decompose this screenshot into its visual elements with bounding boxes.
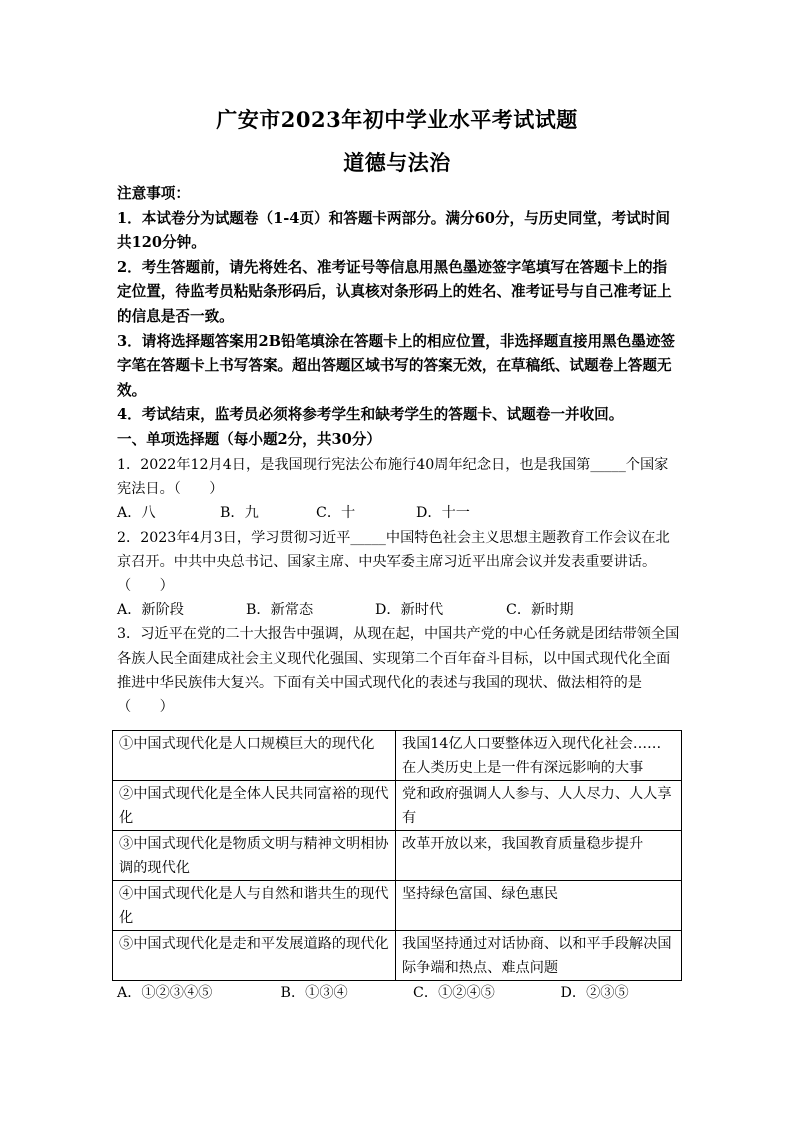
table-cell: ②中国式现代化是全体人民共同富裕的现代化 xyxy=(113,781,396,831)
table-row xyxy=(113,731,682,781)
notes-section xyxy=(117,182,679,453)
q3-option-a: A．①②③④⑤ xyxy=(117,985,213,1001)
exam-subject: 道德与法治 xyxy=(343,150,451,175)
table-cell: ①中国式现代化是人口规模巨大的现代化 xyxy=(113,731,396,781)
note-item-4: 4．考试结束，监考员必须将参考学生和缺考学生的答题卡、试题卷一并收回。 xyxy=(117,406,624,424)
q2-option-d: D．新时代 xyxy=(375,602,444,619)
table-cell: ⑤中国式现代化是走和平发展道路的现代化 xyxy=(113,931,396,981)
note-item-3: 3．请将选择题答案用2B铅笔填涂在答题卡上的相应位置，非选择题直接用黑色墨迹签字笔在答题卡上书写答案。超出答题区域书写的答案无效，在草稿纸、试题卷上答题无效。 xyxy=(117,332,676,399)
q2-option-c: C．新时期 xyxy=(506,602,574,619)
table-cell: 我国坚持通过对话协商、以和平手段解决国际争端和热点、难点问题 xyxy=(396,931,682,981)
table-row xyxy=(113,831,682,881)
table-cell: 改革开放以来，我国教育质量稳步提升 xyxy=(396,831,682,881)
table-row xyxy=(113,881,682,931)
q1-option-d: D．十一 xyxy=(416,505,470,522)
exam-title: 广安市2023年初中学业水平考试试题 xyxy=(216,107,578,132)
q3-option-d: D．②③⑤ xyxy=(560,985,629,1001)
table-row xyxy=(113,781,682,831)
table-cell: 党和政府强调人人参与、人人尽力、人人享有 xyxy=(396,781,682,831)
q1-stem: 1．2022年12月4日，是我国现行宪法公布施行40周年纪念日，也是我国第_____个国家宪法日。（ ） xyxy=(117,457,669,498)
note-item-1: 1．本试卷分为试题卷（1-4页）和答题卡两部分。满分60分，与历史同堂，考试时间共120分钟。 xyxy=(117,209,671,252)
table-row xyxy=(113,931,682,981)
q3-table xyxy=(112,730,682,981)
section-heading: 一、单项选择题（每小题2分，共30分） xyxy=(117,430,381,448)
q3-option-c: C．①②④⑤ xyxy=(413,985,495,1001)
q2-options xyxy=(117,598,682,622)
q3-options xyxy=(117,981,682,1005)
notes-heading: 注意事项： xyxy=(117,185,190,202)
table-cell: ④中国式现代化是人与自然和谐共生的现代化 xyxy=(113,881,396,931)
q1-option-a: A．八 xyxy=(117,505,156,522)
q2-option-b: B．新常态 xyxy=(246,602,314,619)
note-item-2: 2．考生答题前，请先将姓名、准考证号等信息用黑色墨迹签字笔填写在答题卡上的指定位置，待监考员粘贴条形码后，认真核对条形码上的姓名、准考证号与自己准考证上的信息是否一致。 xyxy=(117,258,672,325)
q1-options xyxy=(117,501,682,525)
q3-option-b: B．①③④ xyxy=(280,985,348,1001)
table-cell: 我国14亿人口要整体迈入现代化社会……在人类历史上是一件有深远影响的大事 xyxy=(396,731,682,781)
q3-paren: （ ） xyxy=(117,699,174,716)
q2-stem: 2．2023年4月3日，学习贯彻习近平_____中国特色社会主义思想主题教育工作会议在北京召开。中共中央总书记、国家主席、中央军委主席习近平出席会议并发表重要讲话。（ ） xyxy=(117,529,670,595)
questions-section xyxy=(117,453,682,719)
q1-option-b: B．九 xyxy=(220,505,259,522)
q2-option-a: A．新阶段 xyxy=(117,602,184,619)
table-cell: ③中国式现代化是物质文明与精神文明相协调的现代化 xyxy=(113,831,396,881)
q3-stem: 3．习近平在党的二十大报告中强调，从现在起，中国共产党的中心任务就是团结带领全国各族人民全面建成社会主义现代化强国、实现第二个百年奋斗目标，以中国式现代化全面推进中华民族伟大复兴。下面有关中国式现代化的表述与我国的现状、做法相符的是 xyxy=(117,626,680,691)
q1-option-c: C．十 xyxy=(316,505,356,522)
table-cell: 坚持绿色富国、绿色惠民 xyxy=(396,881,682,931)
